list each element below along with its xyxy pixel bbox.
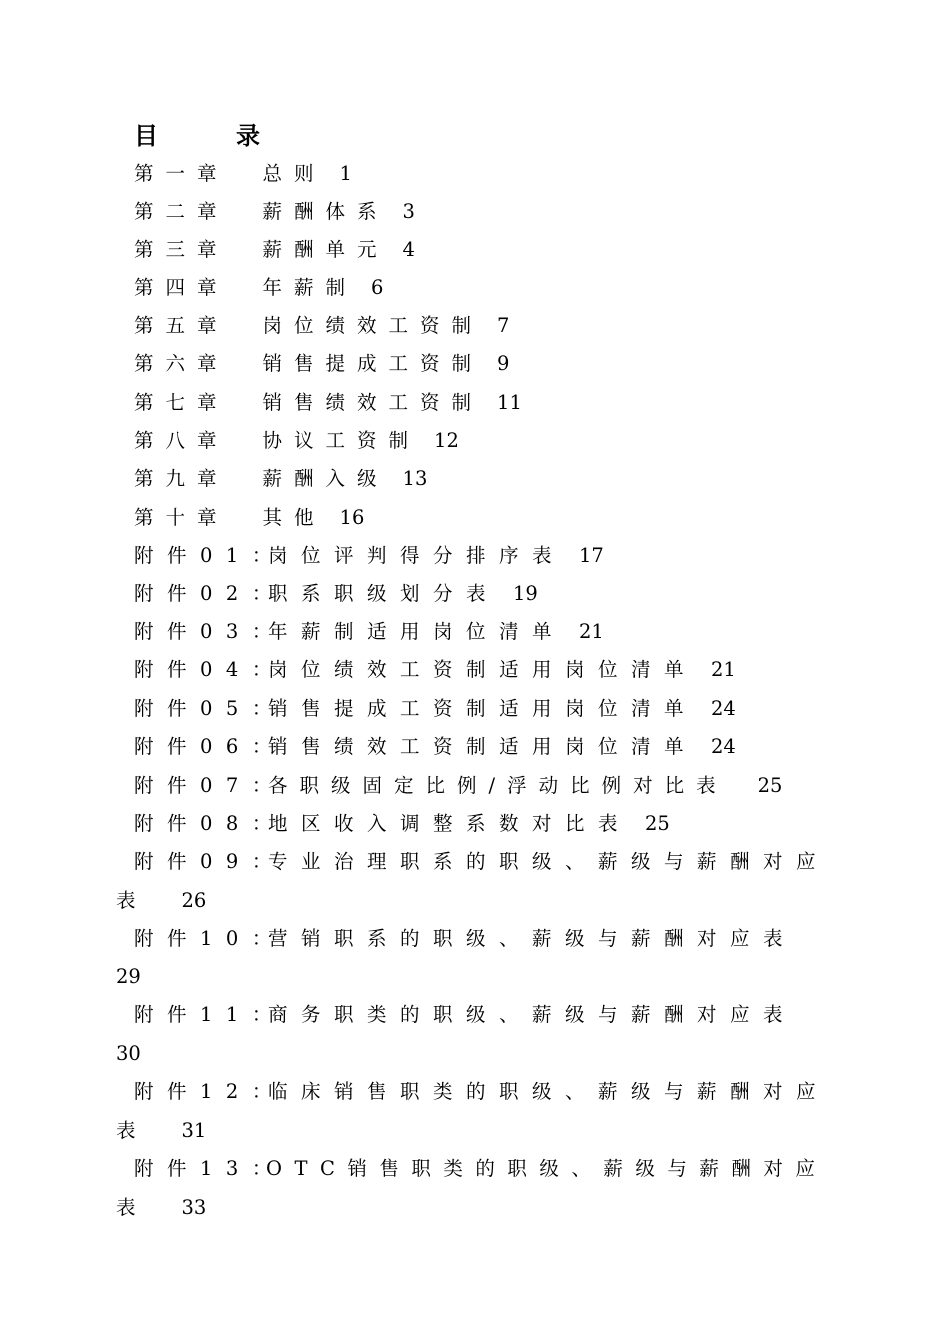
toc-entry-text: OTC销售职类的职级、薪级与薪酬对应 <box>266 1157 828 1180</box>
toc-entry-page: 25 <box>645 812 670 835</box>
toc-entry-text: 薪酬体系 <box>262 200 389 223</box>
toc-entry-label: 第七章 <box>134 391 229 414</box>
toc-entry-label: 附件01： <box>134 544 285 567</box>
toc-entry-page: 24 <box>711 697 736 720</box>
toc-entry-label: 附件02： <box>134 582 285 605</box>
toc-entry-label: 附件12： <box>134 1080 285 1103</box>
toc-entry[interactable] <box>134 162 352 186</box>
toc-entry[interactable] <box>134 506 364 530</box>
toc-entry-text-cont: 表 <box>116 889 136 912</box>
toc-entry[interactable] <box>134 658 736 682</box>
toc-entry-page: 21 <box>579 620 604 643</box>
toc-entry-page: 26 <box>181 889 207 912</box>
toc-entry-text: 岗位绩效工资制 <box>262 314 484 337</box>
toc-entry-page: 11 <box>497 391 522 414</box>
toc-entry-text-cont: 表 <box>116 1196 136 1219</box>
toc-entry-page: 19 <box>513 582 538 605</box>
toc-entry[interactable] <box>134 1080 829 1104</box>
toc-entry-page: 33 <box>181 1196 207 1219</box>
toc-entry-page: 12 <box>434 429 459 452</box>
toc-entry-text: 薪酬单元 <box>262 238 389 261</box>
toc-entry-label: 第一章 <box>134 162 229 185</box>
toc-entry[interactable] <box>134 1157 827 1181</box>
toc-entry-text: 临床销售职类的职级、薪级与薪酬对应 <box>268 1080 830 1103</box>
toc-entry-continuation[interactable] <box>116 1196 206 1220</box>
toc-entry-page: 17 <box>579 544 604 567</box>
toc-entry-text: 销售绩效工资制适用岗位清单 <box>268 735 698 758</box>
toc-entry-text: 销售提成工资制 <box>262 352 484 375</box>
toc-entry-page: 4 <box>402 238 415 261</box>
toc-entry-text: 各职级固定比例/浮动比例对比表 <box>268 774 728 797</box>
toc-entry-page: 29 <box>116 965 141 988</box>
toc-entry-text: 其他 <box>262 506 326 529</box>
toc-entry-label: 第九章 <box>134 467 229 490</box>
toc-entry-label: 第四章 <box>134 276 229 299</box>
toc-entry[interactable] <box>134 544 604 568</box>
toc-entry-text: 年薪制 <box>262 276 358 299</box>
toc-entry-text: 营销职系的职级、薪级与薪酬对应表 <box>268 927 797 950</box>
toc-entry-label: 附件05： <box>134 697 285 720</box>
toc-entry-page: 9 <box>497 352 510 375</box>
toc-entry[interactable] <box>134 391 522 415</box>
toc-entry-text: 总则 <box>262 162 326 185</box>
toc-entry[interactable] <box>134 200 415 224</box>
toc-entry[interactable] <box>134 1003 796 1027</box>
toc-entry[interactable] <box>134 276 383 300</box>
toc-entry-label: 第五章 <box>134 314 229 337</box>
toc-entry[interactable] <box>134 352 509 376</box>
toc-entry-page: 7 <box>497 314 510 337</box>
toc-entry-page: 6 <box>371 276 384 299</box>
toc-entry[interactable] <box>134 927 796 951</box>
toc-entry[interactable] <box>134 314 509 338</box>
toc-entry-page: 24 <box>711 735 736 758</box>
toc-entry-page: 21 <box>711 658 736 681</box>
toc-entry-continuation[interactable] <box>116 965 141 989</box>
toc-entry-label: 第八章 <box>134 429 229 452</box>
toc-entry-label: 附件07： <box>134 774 285 797</box>
toc-entry[interactable] <box>134 467 427 491</box>
toc-entry-text: 年薪制适用岗位清单 <box>268 620 566 643</box>
toc-entry[interactable] <box>134 429 459 453</box>
toc-entry-label: 第十章 <box>134 506 229 529</box>
toc-entry-label: 附件10： <box>134 927 285 950</box>
toc-entry-page: 3 <box>402 200 415 223</box>
toc-entry-page: 30 <box>116 1042 141 1065</box>
toc-entry[interactable] <box>134 850 829 874</box>
toc-title: 目 录 <box>134 122 287 150</box>
toc-entry[interactable] <box>134 774 782 798</box>
toc-entry-continuation[interactable] <box>116 1042 141 1066</box>
toc-entry-text: 岗位绩效工资制适用岗位清单 <box>268 658 698 681</box>
toc-entry[interactable] <box>134 697 736 721</box>
toc-entry-page: 16 <box>339 506 365 529</box>
toc-entry-text: 销售绩效工资制 <box>262 391 484 414</box>
toc-entry-text: 职系职级划分表 <box>268 582 500 605</box>
toc-entry[interactable] <box>134 735 736 759</box>
toc-entry-text: 专业治理职系的职级、薪级与薪酬对应 <box>268 850 830 873</box>
toc-entry-label: 第二章 <box>134 200 229 223</box>
toc-entry-page: 31 <box>181 1119 207 1142</box>
toc-entry-label: 附件11： <box>134 1003 285 1026</box>
toc-entry-label: 附件03： <box>134 620 285 643</box>
toc-entry-text: 销售提成工资制适用岗位清单 <box>268 697 698 720</box>
toc-entry-text: 协议工资制 <box>262 429 421 452</box>
toc-entry-page: 13 <box>402 467 428 490</box>
toc-entry-page: 1 <box>339 162 352 185</box>
toc-entry-continuation[interactable] <box>116 889 206 913</box>
toc-entry[interactable] <box>134 582 538 606</box>
toc-entry-text: 地区收入调整系数对比表 <box>268 812 632 835</box>
toc-entry-label: 附件13： <box>134 1157 285 1180</box>
toc-entry-label: 第六章 <box>134 352 229 375</box>
toc-entry-text: 薪酬入级 <box>262 467 389 490</box>
toc-entry-page: 25 <box>757 774 783 797</box>
toc-entry-label: 第三章 <box>134 238 229 261</box>
toc-entry-text: 商务职类的职级、薪级与薪酬对应表 <box>268 1003 797 1026</box>
toc-entry[interactable] <box>134 620 604 644</box>
toc-entry[interactable] <box>134 238 415 262</box>
toc-entry-text: 岗位评判得分排序表 <box>268 544 566 567</box>
toc-entry-label: 附件04： <box>134 658 285 681</box>
toc-entry-continuation[interactable] <box>116 1119 206 1143</box>
toc-entry-label: 附件09： <box>134 850 285 873</box>
toc-entry-label: 附件06： <box>134 735 285 758</box>
toc-entry[interactable] <box>134 812 670 836</box>
toc-entry-label: 附件08： <box>134 812 285 835</box>
toc-entry-text-cont: 表 <box>116 1119 136 1142</box>
